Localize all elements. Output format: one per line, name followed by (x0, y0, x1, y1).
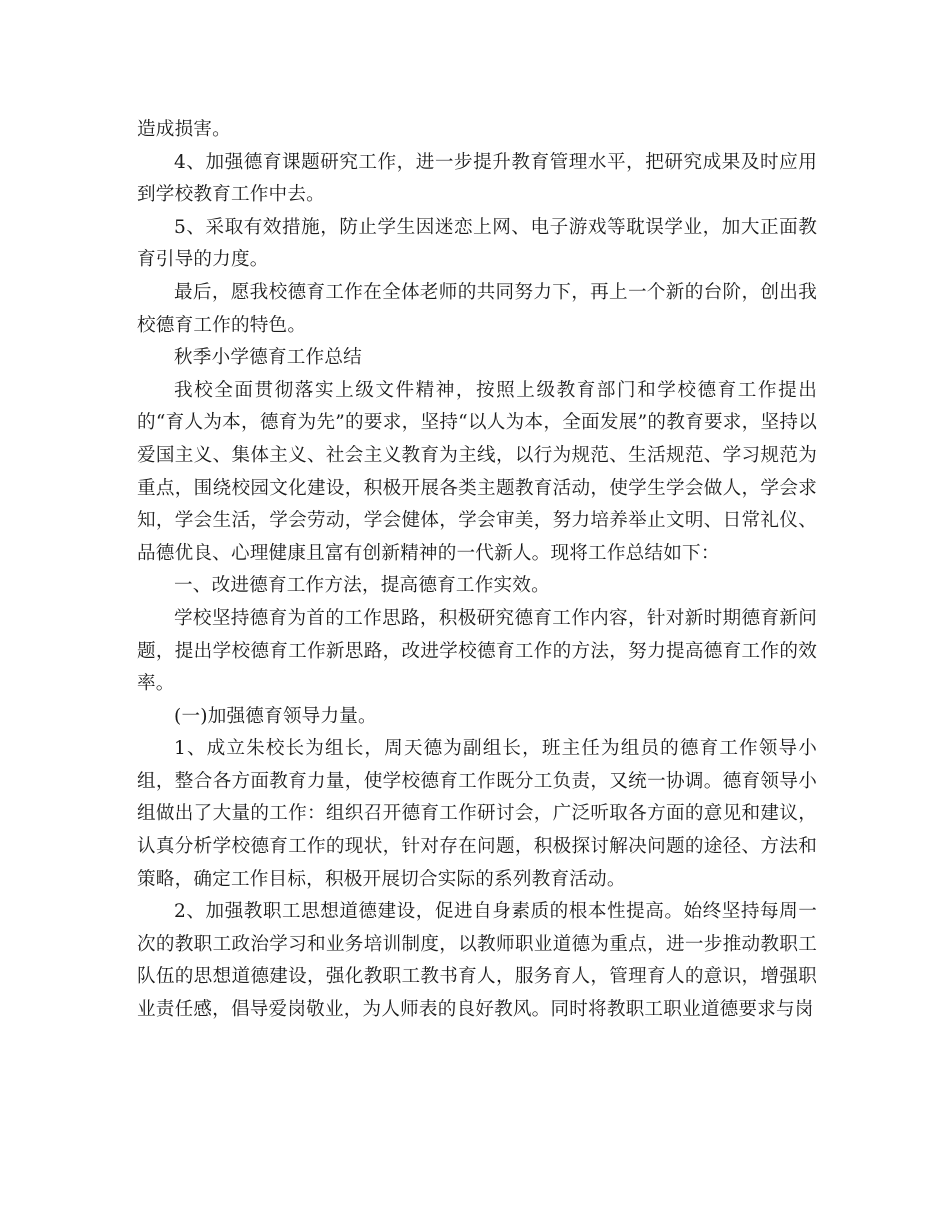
paragraph-subitem-2: 2、加强教职工思想道德建设，促进自身素质的根本性提高。始终坚持每周一次的教职工政治学习和业务培训制度，以教师职业道德为重点，进一步推动教职工队伍的思想道德建设，强化教职工教书育人，服务育人，管理育人的意识，增强职业责任感，倡导爱岗敬业，为人师表的良好教风。同时将教职工职业道德要求与岗 (137, 901, 817, 1021)
heading-section-1: 一、改进德育工作方法，提高德育工作实效。 (174, 575, 550, 597)
paragraph-continuation: 造成损害。 (137, 119, 231, 140)
section-title: 秋季小学德育工作总结 (174, 347, 362, 369)
paragraph-item-5: 5、采取有效措施，防止学生因迷恋上网、电子游戏等耽误学业，加大正面教育引导的力度。 (137, 216, 817, 271)
subheading-1: (一)加强德育领导力量。 (174, 705, 377, 727)
paragraph-section-1: 学校坚持德育为首的工作思路，积极研究德育工作内容，针对新时期德育新问题，提出学校德育工作新思路，改进学校德育工作的方法，努力提高德育工作的效率。 (137, 607, 817, 695)
paragraph-subitem-1: 1、成立朱校长为组长，周天德为副组长，班主任为组员的德育工作领导小组，整合各方面教育力量，使学校德育工作既分工负责，又统一协调。德育领导小组做出了大量的工作：组织召开德育工作研讨会，广泛听取各方面的意见和建议，认真分析学校德育工作的现状，针对存在问题，积极探讨解决问题的途径、方法和策略，确定工作目标，积极开展切合实际的系列教育活动。 (137, 738, 817, 890)
document-body (137, 114, 817, 1027)
paragraph-intro: 我校全面贯彻落实上级文件精神，按照上级教育部门和学校德育工作提出的“育人为本，德育为先”的要求，坚持“以人为本，全面发展”的教育要求，坚持以爱国主义、集体主义、社会主义教育为主线，以行为规范、生活规范、学习规范为重点，围绕校园文化建设，积极开展各类主题教育活动，使学生学会做人，学会求知，学会生活，学会劳动，学会健体，学会审美，努力培养举止文明、日常礼仪、品德优良、心理健康且富有创新精神的一代新人。现将工作总结如下： (137, 379, 817, 564)
paragraph-item-4: 4、加强德育课题研究工作，进一步提升教育管理水平，把研究成果及时应用到学校教育工作中去。 (137, 151, 817, 206)
paragraph-closing: 最后，愿我校德育工作在全体老师的共同努力下，再上一个新的台阶，创出我校德育工作的特色。 (137, 281, 817, 336)
